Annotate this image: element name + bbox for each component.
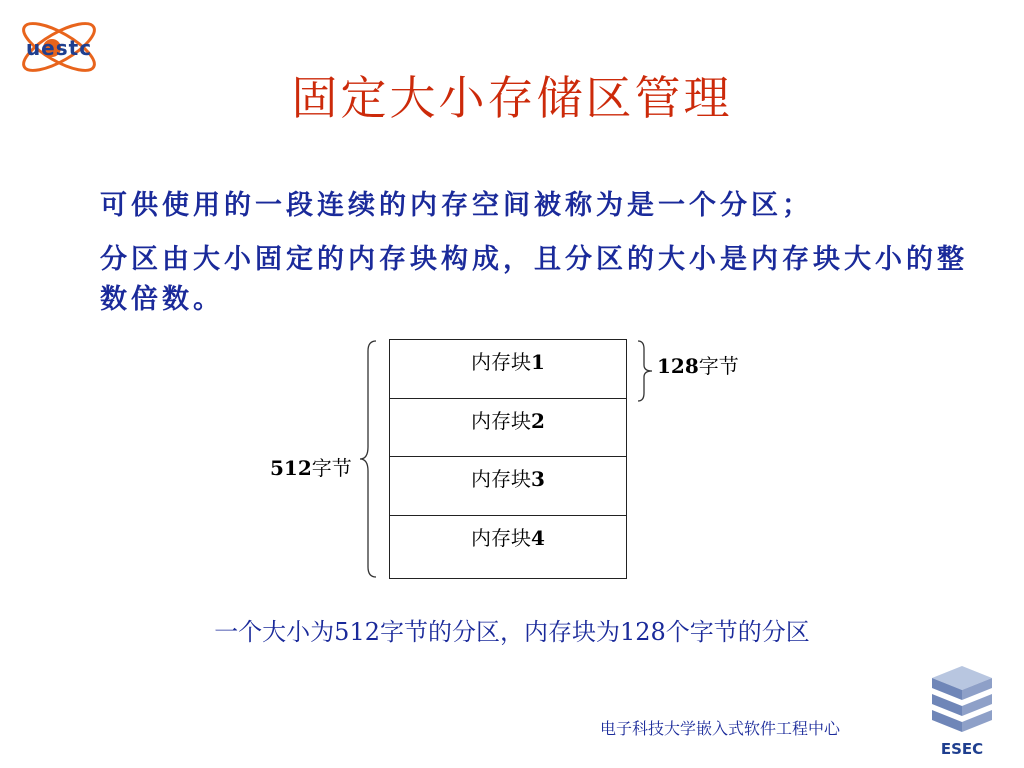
slide-title: 固定大小存储区管理 <box>291 71 733 125</box>
memory-block: 内存块3 <box>390 457 626 516</box>
memory-block: 内存块2 <box>390 399 626 458</box>
partition-size-label <box>270 452 352 481</box>
partition-size-number: 512 <box>270 456 312 480</box>
esec-logo <box>922 660 1002 760</box>
memory-block: 内存块1 <box>390 340 626 399</box>
memory-partition <box>389 339 627 579</box>
svg-text:ESEC: ESEC <box>940 740 984 758</box>
paragraph-partition-composition: 分区由大小固定的内存块构成，且分区的大小是内存块大小的整数倍数。 <box>100 244 968 315</box>
block-size-unit: 字节 <box>698 354 739 378</box>
diagram-caption: 一个大小为512字节的分区，内存块为128个字节的分区 <box>214 618 810 646</box>
svg-text:uestc: uestc <box>25 36 93 60</box>
block-size-number: 128 <box>657 354 699 378</box>
memory-block: 内存块4 <box>471 525 545 550</box>
paragraph-partition-definition: 可供使用的一段连续的内存空间被称为是一个分区； <box>100 190 813 221</box>
partition-size-unit: 字节 <box>311 456 352 480</box>
block-size-label <box>657 350 739 379</box>
partition-brace <box>358 339 384 579</box>
block-brace <box>636 339 656 403</box>
footer-organization: 电子科技大学嵌入式软件工程中心 <box>600 719 841 738</box>
